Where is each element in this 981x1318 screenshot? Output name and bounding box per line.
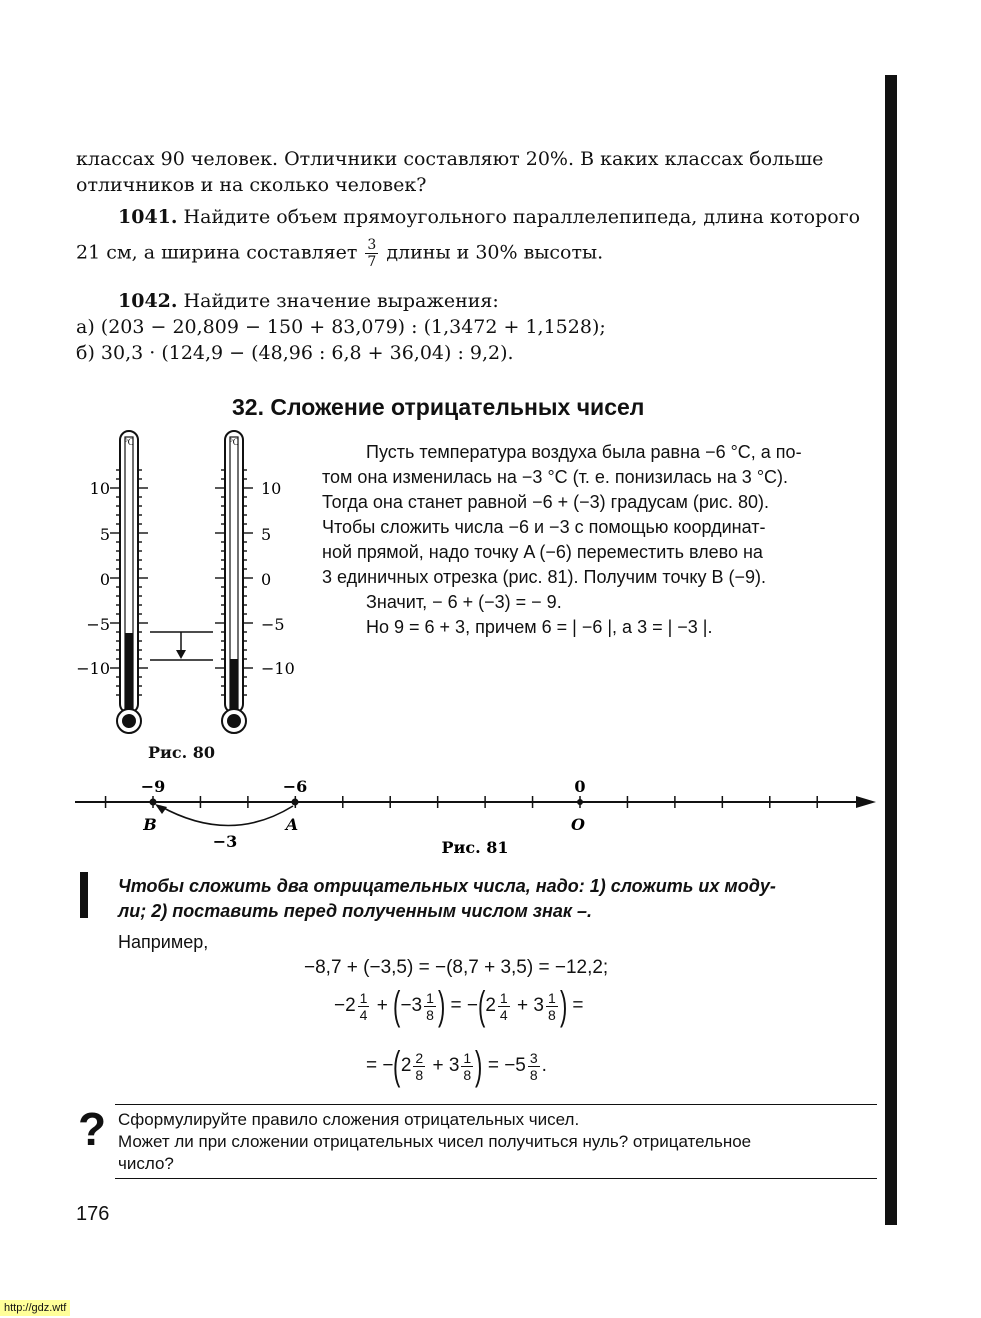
- fig81-number-line: [70, 770, 890, 865]
- scale-left-minus10: −10: [76, 659, 110, 678]
- point-A-dot: [292, 799, 299, 806]
- label-point-A: A: [285, 815, 299, 834]
- scale-left-10: 10: [89, 479, 110, 498]
- arc-label: −3: [212, 832, 238, 851]
- label-minus-6: −6: [282, 777, 308, 796]
- section-title: 32. Сложение отрицательных чисел: [232, 394, 645, 420]
- unit-label-right: °С: [229, 437, 239, 447]
- label-point-O: O: [571, 815, 585, 834]
- rule-box: [118, 874, 883, 924]
- rule-line-2: ли; 2) поставить перед полученным числом знак –.: [118, 901, 593, 921]
- problem-1041-number: 1041.: [118, 206, 178, 228]
- watermark-link[interactable]: http://gdz.wtf: [0, 1300, 70, 1316]
- intro-line-7: Значит, − 6 + (−3) = − 9.: [366, 592, 562, 612]
- thermometer-right-mercury: [230, 659, 238, 709]
- fraction-3-7: $\frac{3}{7}$: [367, 237, 377, 270]
- problem-1042-number: 1042.: [118, 290, 178, 312]
- unit-label-left: °С: [124, 437, 134, 447]
- problem-1041-text-2b: длины и 30% высоты.: [386, 241, 604, 264]
- move-arc-arrowhead: [155, 804, 167, 814]
- intro-line-5: ной прямой, надо точку A (−6) переместить влево на: [322, 542, 763, 562]
- example-line-3: = −(2 $\frac{2}{8}$ + 3 $\frac{1}{8}$ ) = −5 $\frac{3}{8}$ .: [366, 1044, 547, 1088]
- fig81-caption: Рис. 81: [441, 838, 509, 857]
- intro-line-8: Но 9 = 6 + 3, причем 6 = | −6 |, а 3 = | −3 |.: [366, 617, 713, 637]
- page-edge-bar: [885, 75, 897, 1225]
- rule-line-1: Чтобы сложить два отрицательных числа, надо: 1) сложить их моду-: [118, 876, 776, 896]
- intro-line-6: 3 единичных отрезка (рис. 81). Получим точку B (−9).: [322, 567, 767, 587]
- scale-right-0: 0: [261, 570, 272, 589]
- problem-1042-a: а) (203 − 20,809 − 150 + 83,079) : (1,3472 + 1,1528);: [76, 316, 606, 338]
- page-number: 176: [76, 1203, 110, 1225]
- scale-right-minus5: −5: [261, 615, 285, 634]
- fig80-caption: Рис. 80: [148, 743, 216, 762]
- fig80-thermometers: [70, 425, 330, 745]
- label-minus-9: −9: [140, 777, 166, 796]
- question-icon: ?: [78, 1103, 107, 1155]
- question-1: Сформулируйте правило сложения отрицательных чисел.: [118, 1110, 580, 1129]
- example-label: Например,: [118, 932, 209, 952]
- move-arc: [160, 806, 293, 826]
- intro-line-4: Чтобы сложить числа −6 и −3 с помощью координат-: [322, 517, 766, 537]
- axis-arrow: [856, 796, 876, 808]
- example-line-1: −8,7 + (−3,5) = −(8,7 + 3,5) = −12,2;: [304, 957, 609, 978]
- question-2: Может ли при сложении отрицательных чисел получиться нуль? отрицательное: [118, 1132, 752, 1151]
- scale-right-10: 10: [261, 479, 282, 498]
- problem-1041: [76, 204, 881, 269]
- scale-left-0: 0: [99, 570, 110, 589]
- problem-1042-text: Найдите значение выражения:: [183, 290, 499, 312]
- questions-block: [118, 1109, 878, 1175]
- intro-line-3: Тогда она станет равной −6 + (−3) градусам (рис. 80).: [322, 492, 769, 512]
- point-O-dot: [577, 799, 583, 805]
- scale-left-minus5: −5: [86, 615, 110, 634]
- top-line-1: классах 90 человек. Отличники составляют 20%. В каких классах больше: [76, 148, 824, 170]
- problem-1041-text-1: Найдите объем прямоугольного параллелепипеда, длина которого: [183, 206, 861, 228]
- top-paragraph: [76, 146, 876, 198]
- label-zero: 0: [574, 777, 586, 796]
- problem-1042: [76, 288, 881, 366]
- rule-marker-bar: [80, 872, 88, 918]
- thermometer-left-mercury: [125, 633, 133, 709]
- question-3: число?: [118, 1154, 174, 1173]
- intro-line-1: Пусть температура воздуха была равна −6 °С, а по-: [366, 442, 802, 462]
- questions-bottom-rule: [115, 1178, 877, 1179]
- questions-top-rule: [115, 1104, 877, 1105]
- problem-1042-b: б) 30,3 · (124,9 − (48,96 : 6,8 + 36,04) : 9,2).: [76, 342, 514, 364]
- problem-1041-text-2a: 21 см, а ширина составляет: [76, 241, 358, 264]
- example-line-2: −2 $\frac{1}{4}$ + (−3 $\frac{1}{8}$ ) = −(2 $\frac{1}{4}$ + 3 $\frac{1}{8}$ ) =: [334, 984, 584, 1028]
- scale-left-5: 5: [99, 525, 110, 544]
- scale-right-minus10: −10: [261, 659, 295, 678]
- intro-line-2: том она изменилась на −3 °С (т. е. понизилась на 3 °С).: [322, 467, 789, 487]
- top-line-2: отличников и на сколько человек?: [76, 174, 427, 196]
- intro-paragraph: [322, 440, 877, 640]
- scale-right-5: 5: [261, 525, 272, 544]
- label-point-B: B: [143, 815, 157, 834]
